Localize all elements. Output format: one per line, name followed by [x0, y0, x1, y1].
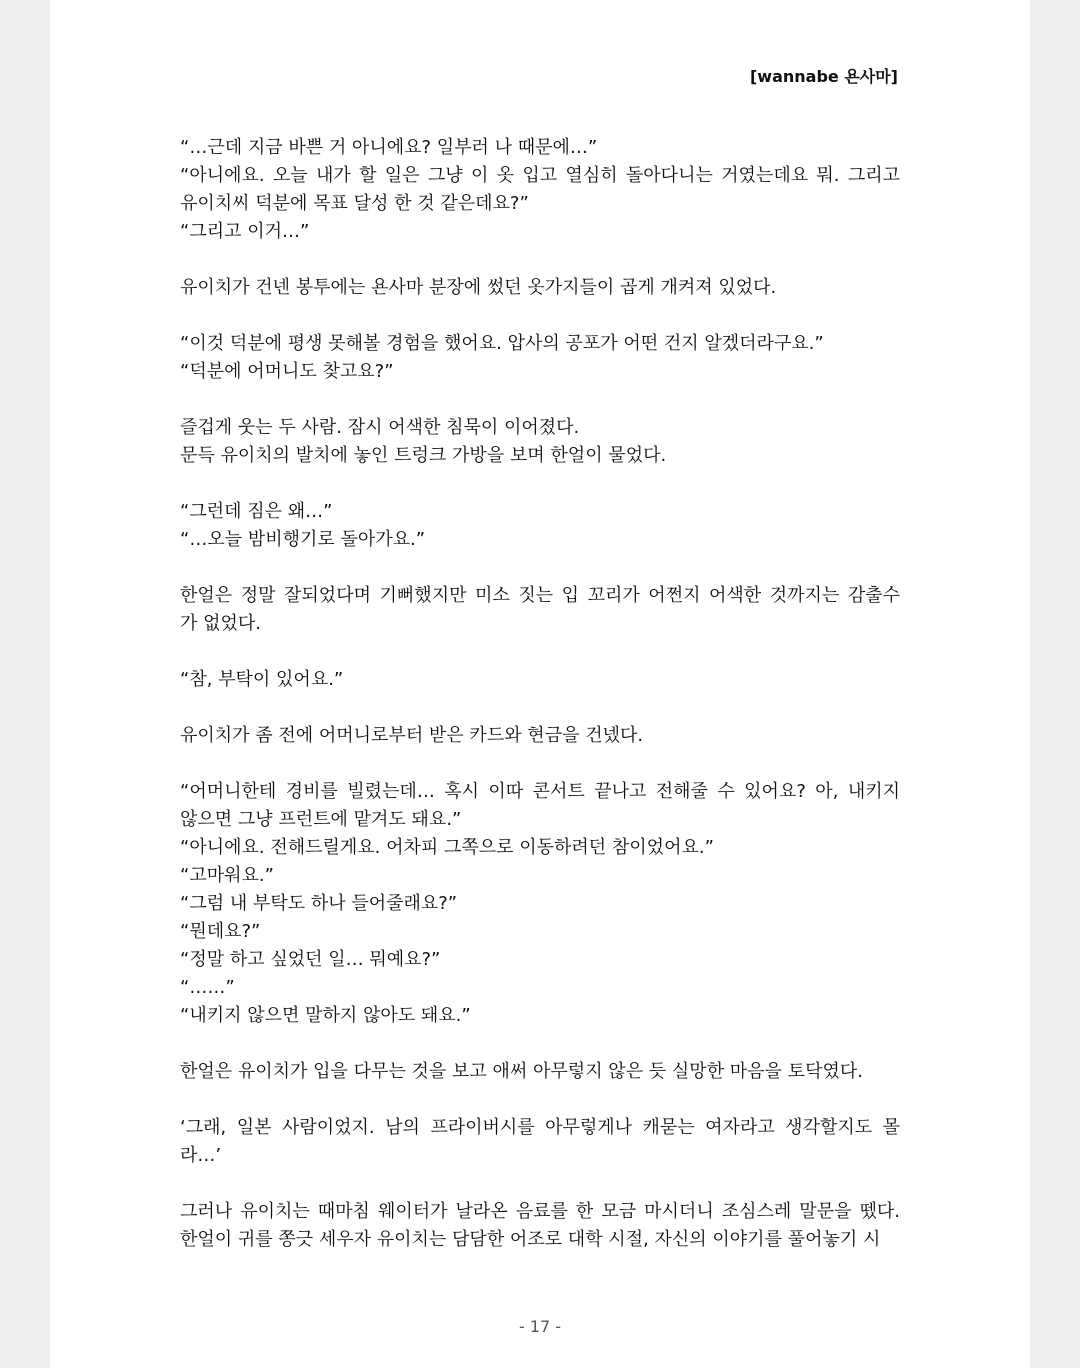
paragraph: [180, 1198, 900, 1254]
paragraph: [180, 722, 900, 750]
paragraph: [180, 666, 900, 694]
paragraph: [180, 1002, 900, 1030]
document-page: [50, 0, 1030, 1368]
text-line: 유이치씨 덕분에 목표 달성 한 것 같은데요?”: [180, 193, 529, 214]
paragraph: [180, 582, 900, 638]
paragraph: [180, 274, 900, 302]
paragraph-spacer: [180, 638, 900, 666]
text-line: 라…’: [180, 1145, 222, 1166]
text-line: 즐겁게 웃는 두 사람. 잠시 어색한 침묵이 이어졌다.: [180, 417, 580, 438]
text-line: 유이치가 건넨 봉투에는 욘사마 분장에 썼던 옷가지들이 곱게 개켜져 있었다.: [180, 277, 777, 298]
text-line: “…오늘 밤비행기로 돌아가요.”: [180, 529, 426, 550]
text-line: “이것 덕분에 평생 못해볼 경험을 했어요. 압사의 공포가 어떤 건지 알겠더라구요.”: [180, 333, 824, 354]
paragraph-spacer: [180, 1086, 900, 1114]
paragraph-spacer: [180, 386, 900, 414]
paragraph: [180, 442, 900, 470]
paragraph: [180, 414, 900, 442]
paragraph: [180, 946, 900, 974]
text-line: “……”: [180, 977, 235, 998]
text-line: 한얼은 유이치가 입을 다무는 것을 보고 애써 아무렇지 않은 듯 실망한 마음을 토닥였다.: [180, 1061, 863, 1082]
text-line: “그럼 내 부탁도 하나 들어줄래요?”: [180, 893, 458, 914]
text-line: “고마워요.”: [180, 865, 274, 886]
running-header: [wannabe 욘사마]: [749, 67, 898, 86]
paragraph: [180, 1114, 900, 1170]
text-line: “어머니한테 경비를 빌렸는데… 혹시 이따 콘서트 끝나고 전해줄 수 있어요? 아, 내키지: [180, 781, 900, 802]
paragraph-spacer: [180, 246, 900, 274]
text-line: “뭔데요?”: [180, 921, 261, 942]
text-line: “그런데 짐은 왜…”: [180, 501, 333, 522]
text-line: 그러나 유이치는 때마침 웨이터가 날라온 음료를 한 모금 마시더니 조심스레 말문을 뗐다.: [180, 1201, 900, 1222]
paragraph: [180, 918, 900, 946]
paragraph-spacer: [180, 470, 900, 498]
paragraph-spacer: [180, 302, 900, 330]
paragraph-spacer: [180, 1170, 900, 1198]
text-line: “아니에요. 오늘 내가 할 일은 그냥 이 옷 입고 열심히 돌아다니는 거였는데요 뭐. 그리고: [180, 165, 900, 186]
page-number: - 17 -: [518, 1317, 562, 1336]
paragraph-spacer: [180, 1030, 900, 1058]
paragraph-spacer: [180, 750, 900, 778]
paragraph-spacer: [180, 554, 900, 582]
text-line: “…근데 지금 바쁜 거 아니에요? 일부러 나 때문에…”: [180, 137, 598, 158]
text-line: 않으면 그냥 프런트에 맡겨도 돼요.”: [180, 809, 462, 830]
paragraph: [180, 1058, 900, 1086]
paragraph: [180, 330, 900, 358]
paragraph: [180, 134, 900, 162]
paragraph: [180, 778, 900, 834]
text-line: “아니에요. 전해드릴게요. 어차피 그쪽으로 이동하려던 참이었어요.”: [180, 837, 714, 858]
text-line: 가 없었다.: [180, 613, 261, 634]
text-line: ‘그래, 일본 사람이었지. 남의 프라이버시를 아무렇게나 캐묻는 여자라고 생각할지도 몰: [180, 1117, 900, 1138]
paragraph: [180, 162, 900, 218]
text-line: “참, 부탁이 있어요.”: [180, 669, 344, 690]
paragraph: [180, 358, 900, 386]
text-line: “내키지 않으면 말하지 않아도 돼요.”: [180, 1005, 471, 1026]
text-line: 유이치가 좀 전에 어머니로부터 받은 카드와 현금을 건넸다.: [180, 725, 644, 746]
paragraph: [180, 834, 900, 862]
body-text: [180, 134, 900, 1254]
paragraph: [180, 974, 900, 1002]
text-line: 한얼이 귀를 쫑긋 세우자 유이치는 담담한 어조로 대학 시절, 자신의 이야기를 풀어놓기 시: [180, 1229, 881, 1250]
paragraph-spacer: [180, 694, 900, 722]
paragraph: [180, 526, 900, 554]
text-line: “정말 하고 싶었던 일… 뭐예요?”: [180, 949, 441, 970]
paragraph: [180, 498, 900, 526]
paragraph: [180, 862, 900, 890]
text-line: “그리고 이거…”: [180, 221, 310, 242]
paragraph: [180, 218, 900, 246]
paragraph: [180, 890, 900, 918]
text-line: 한얼은 정말 잘되었다며 기뻐했지만 미소 짓는 입 꼬리가 어쩐지 어색한 것까지는 감출수: [180, 585, 900, 606]
text-line: 문득 유이치의 발치에 놓인 트렁크 가방을 보며 한얼이 물었다.: [180, 445, 667, 466]
text-line: “덕분에 어머니도 찾고요?”: [180, 361, 394, 382]
